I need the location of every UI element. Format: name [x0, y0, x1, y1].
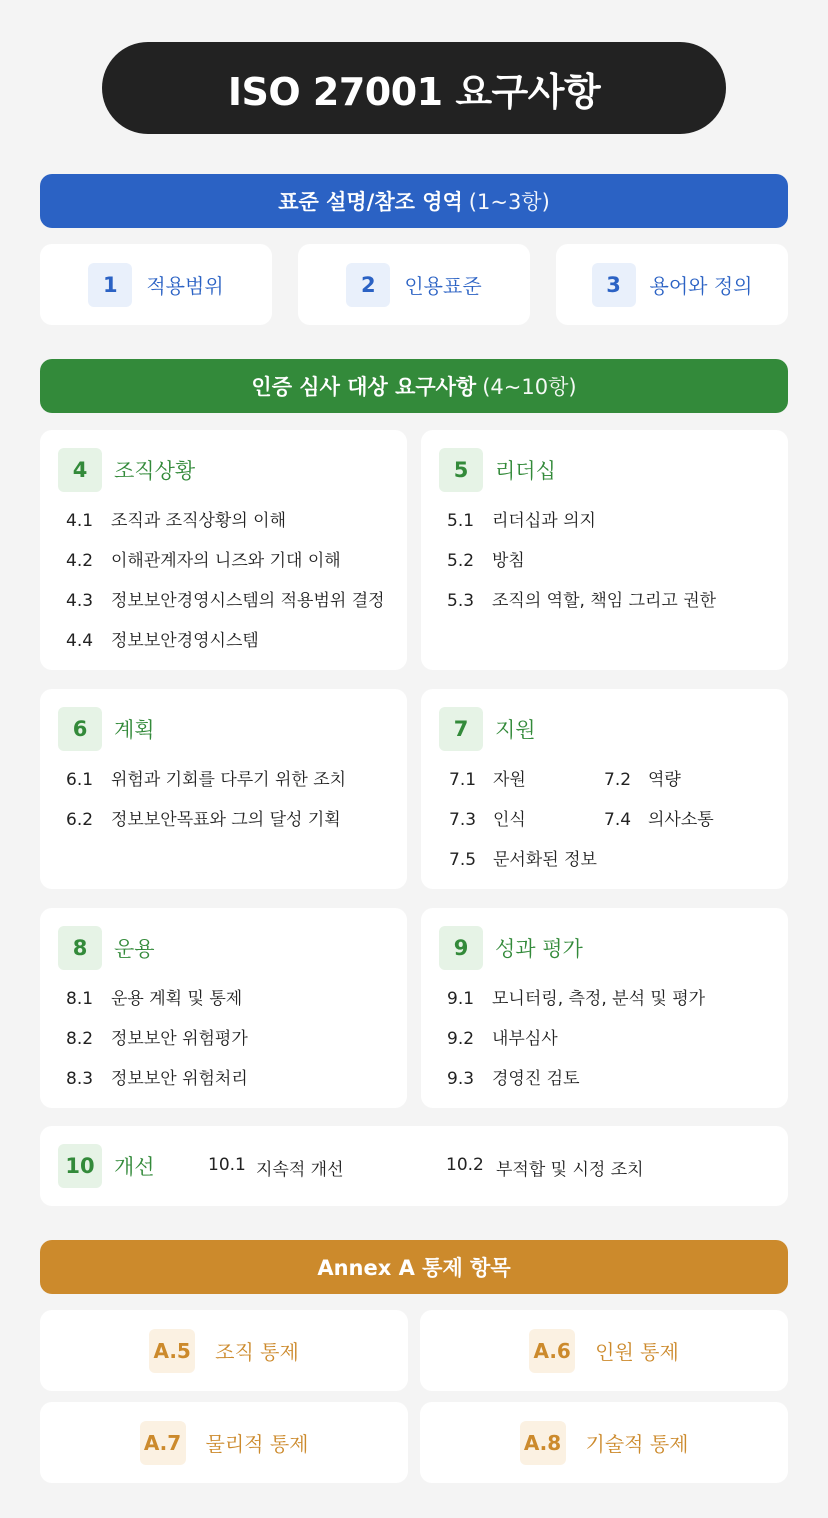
list-item: [208, 1155, 344, 1180]
clause-card-4: [40, 430, 407, 670]
annex-code-badge: A.8: [520, 1421, 566, 1465]
item-number: 6.1: [66, 770, 94, 790]
clause-title: 계획: [114, 718, 155, 742]
standard-num-badge: 2: [346, 263, 390, 307]
annex-card-a7: [40, 1402, 408, 1483]
list-item: [449, 769, 604, 809]
item-number: 9.1: [447, 989, 475, 1009]
list-item: [66, 1028, 248, 1068]
standard-label: 적용범위: [146, 274, 224, 298]
clause-card-6: [40, 689, 407, 889]
item-text: 정보보안경영시스템: [111, 631, 259, 651]
list-item: [66, 550, 385, 590]
item-number: 8.2: [66, 1029, 94, 1049]
item-text: 문서화된 정보: [493, 850, 597, 870]
clause-num-badge: 5: [439, 448, 483, 492]
list-item: [66, 630, 385, 670]
clause-card-9: [421, 908, 788, 1108]
clause-title: 리더십: [495, 459, 556, 483]
item-number: 7.2: [604, 770, 632, 790]
item-number: 7.3: [449, 810, 477, 830]
item-number: 7.1: [449, 770, 477, 790]
list-item: [66, 510, 385, 550]
item-text: 조직의 역할, 책임 그리고 권한: [492, 591, 717, 611]
standard-num-badge: 3: [592, 263, 636, 307]
page-title: ISO 27001 요구사항: [102, 42, 726, 134]
item-text: 내부심사: [492, 1029, 558, 1049]
clause-title: 조직상황: [114, 459, 196, 483]
clause-title: 성과 평가: [495, 937, 583, 961]
standard-card-3: [556, 244, 788, 325]
clause-card-10: [40, 1126, 788, 1206]
item-text: 경영진 검토: [492, 1069, 580, 1089]
item-text: 모니터링, 측정, 분석 및 평가: [492, 989, 706, 1009]
item-text: 정보보안 위험평가: [111, 1029, 248, 1049]
standard-label: 인용표준: [404, 274, 482, 298]
item-number: 8.3: [66, 1069, 94, 1089]
list-item: [66, 1068, 248, 1108]
standard-card-2: [298, 244, 530, 325]
list-item: [449, 849, 604, 889]
item-number: 10.1: [208, 1155, 246, 1175]
standard-card-1: [40, 244, 272, 325]
section-standard-label: 표준 설명/참조 영역: [278, 190, 463, 214]
item-number: 4.3: [66, 591, 94, 611]
section-annex-header: [40, 1240, 788, 1294]
item-number: 4.1: [66, 511, 94, 531]
item-text: 이해관계자의 니즈와 기대 이해: [111, 551, 341, 571]
annex-card-a8: [420, 1402, 788, 1483]
item-number: 5.1: [447, 511, 475, 531]
list-item: [447, 510, 716, 550]
item-text: 정보보안경영시스템의 적용범위 결정: [111, 591, 385, 611]
annex-label: 인원 통제: [595, 1340, 679, 1364]
item-text: 정보보안 위험처리: [111, 1069, 248, 1089]
clause-card-5: [421, 430, 788, 670]
list-item: [66, 769, 346, 809]
item-text: 조직과 조직상황의 이해: [111, 511, 287, 531]
item-text: 리더십과 의지: [492, 511, 596, 531]
item-text: 운용 계획 및 통제: [111, 989, 243, 1009]
annex-label: 기술적 통제: [585, 1432, 689, 1456]
clause-num-badge: 6: [58, 707, 102, 751]
item-number: 5.2: [447, 551, 475, 571]
item-number: 9.2: [447, 1029, 475, 1049]
annex-label: 조직 통제: [215, 1340, 299, 1364]
annex-card-a5: [40, 1310, 408, 1391]
list-item: [604, 769, 754, 809]
list-item: [447, 550, 716, 590]
list-item: [447, 1068, 705, 1108]
list-item: [447, 988, 705, 1028]
item-text: 정보보안목표와 그의 달성 기획: [111, 810, 341, 830]
item-text: 의사소통: [648, 810, 714, 830]
section-standard-range: (1~3항): [468, 190, 550, 214]
clause-title: 지원: [495, 718, 536, 742]
item-text: 위험과 기회를 다루기 위한 조치: [111, 770, 347, 790]
clause-title: 개선: [114, 1155, 155, 1179]
list-item: [449, 809, 604, 849]
clause-num-badge: 9: [439, 926, 483, 970]
clause-num-badge: 10: [58, 1144, 102, 1188]
annex-label: 물리적 통제: [205, 1432, 309, 1456]
item-text: 인식: [493, 810, 526, 830]
item-number: 8.1: [66, 989, 94, 1009]
list-item: [447, 1028, 705, 1068]
item-text: 자원: [493, 770, 526, 790]
item-number: 9.3: [447, 1069, 475, 1089]
item-text: 역량: [648, 770, 681, 790]
list-item: [446, 1155, 644, 1180]
list-item: [66, 590, 385, 630]
item-text: 지속적 개선: [256, 1160, 344, 1180]
item-number: 4.2: [66, 551, 94, 571]
item-number: 6.2: [66, 810, 94, 830]
item-number: 7.4: [604, 810, 632, 830]
clause-card-8: [40, 908, 407, 1108]
clause-card-7: [421, 689, 788, 889]
item-number: 10.2: [446, 1155, 484, 1175]
annex-code-badge: A.5: [149, 1329, 195, 1373]
annex-code-badge: A.7: [140, 1421, 186, 1465]
clause-num-badge: 8: [58, 926, 102, 970]
item-text: 방침: [492, 551, 525, 571]
list-item: [66, 809, 346, 849]
section-audit-range: (4~10항): [482, 375, 577, 399]
clause-title: 운용: [114, 937, 155, 961]
item-number: 4.4: [66, 631, 94, 651]
annex-card-a6: [420, 1310, 788, 1391]
clause-num-badge: 4: [58, 448, 102, 492]
list-item: [447, 590, 716, 630]
annex-code-badge: A.6: [529, 1329, 575, 1373]
standard-num-badge: 1: [88, 263, 132, 307]
section-audit-header: [40, 359, 788, 413]
standard-label: 용어와 정의: [649, 274, 753, 298]
section-annex-label: Annex A 통제 항목: [317, 1256, 511, 1280]
item-number: 5.3: [447, 591, 475, 611]
clause-num-badge: 7: [439, 707, 483, 751]
item-text: 부적합 및 시정 조치: [496, 1160, 644, 1180]
section-standard-header: [40, 174, 788, 228]
list-item: [604, 809, 754, 849]
section-audit-label: 인증 심사 대상 요구사항: [251, 375, 477, 399]
list-item: [66, 988, 248, 1028]
item-number: 7.5: [449, 850, 477, 870]
